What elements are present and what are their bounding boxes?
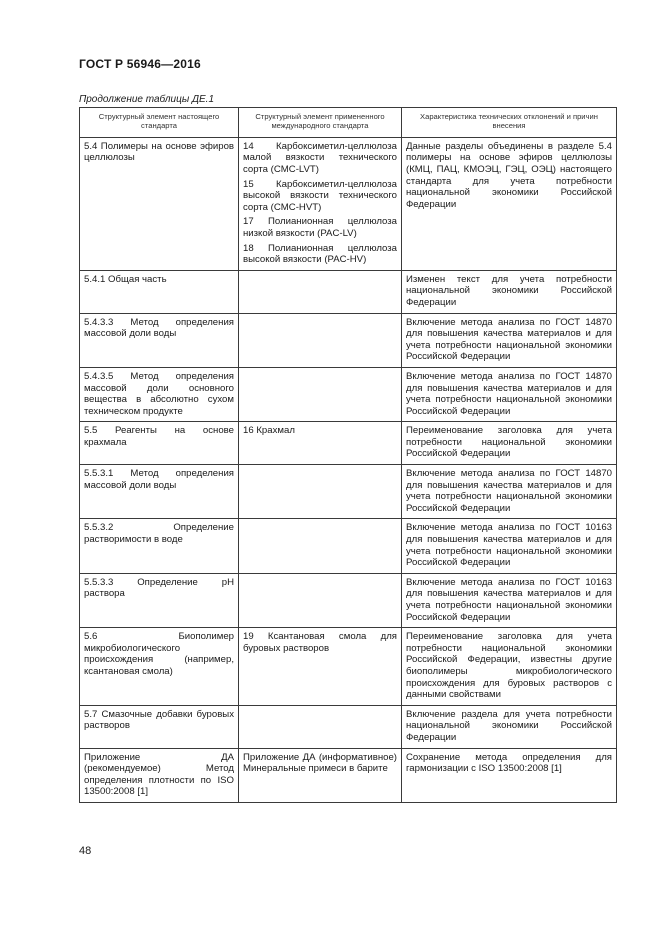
cell-international-element [239, 705, 402, 748]
column-header: Характеристика технических отклонений и причин внесения [402, 108, 617, 138]
table-row [80, 465, 617, 519]
cell-national-element: 5.5.3.3 Определение pH раствора [80, 573, 239, 627]
table-header-row [80, 108, 617, 138]
cell-deviation-note: Включение метода анализа по ГОСТ 10163 для повышения качества материалов и для учета потребности национальной экономики Российской Федерации [402, 573, 617, 627]
cell-deviation-note: Сохранение метода определения для гармонизации с ISO 13500:2008 [1] [402, 748, 617, 802]
cell-international-element [239, 367, 402, 421]
cell-paragraph: 19 Ксантановая смола для буровых растворов [243, 631, 397, 654]
table-row [80, 313, 617, 367]
table-row [80, 573, 617, 627]
cell-national-element: 5.5 Реагенты на основе крахмала [80, 422, 239, 465]
cell-national-element: 5.5.3.1 Метод определения массовой доли воды [80, 465, 239, 519]
document-id: ГОСТ Р 56946—2016 [79, 57, 201, 71]
cell-paragraph: 14 Карбоксиметил-целлюлоза малой вязкости технического сорта (CMC-LVT) [243, 140, 397, 175]
cell-national-element: 5.5.3.2 Определение растворимости в воде [80, 519, 239, 573]
cell-deviation-note: Включение метода анализа по ГОСТ 14870 для повышения качества материалов и для учета потребности национальной экономики Российской Федерации [402, 465, 617, 519]
cell-deviation-note: Включение метода анализа по ГОСТ 14870 для повышения качества материалов и для учета потребности национальной экономики Российской Федерации [402, 367, 617, 421]
table-row [80, 519, 617, 573]
table-continuation-caption: Продолжение таблицы ДЕ.1 [79, 94, 215, 105]
table-body [80, 137, 617, 802]
cell-national-element: 5.6 Биополимер микробиологического происхождения (например, ксантановая смола) [80, 628, 239, 706]
cell-international-element [239, 519, 402, 573]
cell-deviation-note: Переименование заголовка для учета потребности национальной экономики Российской Федерации [402, 422, 617, 465]
cell-international-element [239, 748, 402, 802]
table-row [80, 137, 617, 270]
cell-paragraph: 15 Карбоксиметил-целлюлоза высокой вязкости технического сорта (CMC-HVT) [243, 178, 397, 213]
deviation-table [79, 107, 617, 803]
cell-international-element [239, 313, 402, 367]
cell-paragraph: Приложение ДА (информативное) Минеральные примеси в барите [243, 751, 397, 775]
table-row [80, 270, 617, 313]
table-row [80, 748, 617, 802]
cell-national-element: 5.4.3.3 Метод определения массовой доли воды [80, 313, 239, 367]
table-row [80, 628, 617, 706]
cell-deviation-note: Включение раздела для учета потребности национальной экономики Российской Федерации [402, 705, 617, 748]
cell-paragraph: 16 Крахмал [243, 425, 295, 437]
cell-international-element [239, 573, 402, 627]
cell-international-element [239, 422, 402, 465]
column-header: Структурный элемент примененного международного стандарта [239, 108, 402, 138]
cell-international-element [239, 465, 402, 519]
cell-national-element: Приложение ДА (рекомендуемое) Метод определения плотности по ISO 13500:2008 [1] [80, 748, 239, 802]
column-header: Структурный элемент настоящего стандарта [80, 108, 239, 138]
cell-deviation-note: Переименование заголовка для учета потребности национальной экономики Российской Федерации, известны другие биополимеры микробиологического происхождения для буровых растворов с данными свойствами [402, 628, 617, 706]
cell-deviation-note: Данные разделы объединены в разделе 5.4 полимеры на основе эфиров целлюлозы (КМЦ, ПАЦ, КМОЭЦ, ГЭЦ, ОЭЦ) настоящего стандарта для учета потребности национальной экономики Российской Федерации [402, 137, 617, 270]
cell-national-element: 5.4 Полимеры на основе эфиров целлюлозы [80, 137, 239, 270]
cell-international-element [239, 137, 402, 270]
cell-international-element [239, 270, 402, 313]
cell-deviation-note: Изменен текст для учета потребности национальной экономики Российской Федерации [402, 270, 617, 313]
cell-national-element: 5.4.3.5 Метод определения массовой доли основного вещества в абсолютно сухом техническом продукте [80, 367, 239, 421]
cell-paragraph: 18 Полианионная целлюлоза высокой вязкости (PAC-HV) [243, 242, 397, 266]
cell-national-element: 5.7 Смазочные добавки буровых растворов [80, 705, 239, 748]
cell-paragraph: 17 Полианионная целлюлоза низкой вязкости (PAC-LV) [243, 216, 397, 239]
table-row [80, 422, 617, 465]
cell-deviation-note: Включение метода анализа по ГОСТ 10163 для повышения качества материалов и для учета потребности национальной экономики Российской Федерации [402, 519, 617, 573]
table-row [80, 367, 617, 421]
cell-international-element [239, 628, 402, 706]
table-row [80, 705, 617, 748]
page-number: 48 [79, 845, 92, 857]
cell-national-element: 5.4.1 Общая часть [80, 270, 239, 313]
cell-deviation-note: Включение метода анализа по ГОСТ 14870 для повышения качества материалов и для учета потребности национальной экономики Российской Федерации [402, 313, 617, 367]
